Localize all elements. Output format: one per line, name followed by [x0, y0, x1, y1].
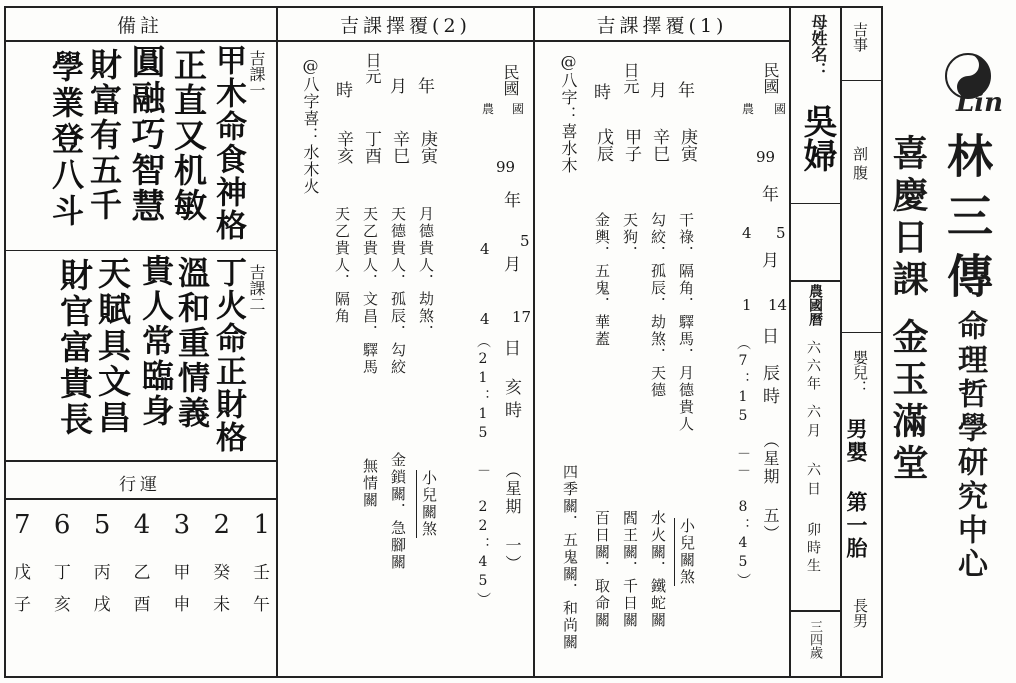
event-divider-2	[840, 332, 882, 333]
choice2-year-num: 99	[496, 158, 516, 176]
choice2-child-gates-b: 無情關	[361, 458, 379, 509]
luck-number-row	[14, 510, 270, 550]
frame-right	[881, 6, 883, 678]
event-divider	[840, 80, 882, 81]
infant-label: 嬰兒：	[851, 350, 869, 395]
choice2-col-dayyuan: 日元	[363, 52, 382, 84]
choice1-year-char: 年	[762, 185, 779, 205]
ke2-line-4: 天賦具文昌	[93, 256, 132, 436]
ke1-line-5: 學業登八斗	[47, 50, 85, 230]
choice1-header: 吉課擇覆(1)	[596, 15, 728, 37]
col-divider-remarks	[276, 6, 278, 678]
ke1-line-3: 圓融巧智慧	[125, 44, 165, 224]
xingyun-top	[4, 460, 276, 462]
choice2-col-year: 年	[418, 77, 435, 97]
choice2-child-gates-a: 金鎖關．急腳關	[389, 452, 407, 571]
choice2-month-gz: 辛巳	[389, 130, 409, 164]
choice1-guo: 國	[774, 102, 787, 116]
luck-number: 2	[213, 510, 231, 540]
ke-divider	[4, 250, 276, 251]
luck-stem: 乙	[133, 563, 151, 583]
doc-title: 喜慶日課	[887, 134, 929, 302]
choice1-col-month: 月	[650, 81, 667, 101]
choice1-day-char: 日	[762, 327, 779, 347]
ke1-label: 吉課一	[247, 50, 266, 98]
choice2-guo-day: 17	[512, 308, 532, 326]
infant-rank: 長男	[851, 598, 869, 628]
luck-branch-row	[14, 590, 270, 620]
choice2-month-char: 月	[504, 255, 521, 275]
choice2-hour-gz: 辛亥	[333, 130, 353, 164]
xingyun-header: 行運	[119, 475, 161, 495]
client-divider-2	[789, 280, 841, 282]
luck-number: 4	[133, 510, 151, 540]
col-divider-client	[789, 6, 791, 678]
choice2-day-gz: 丁酉	[361, 130, 381, 164]
choice1-guo-day: 14	[768, 296, 788, 314]
frame-left	[4, 6, 6, 678]
calendar-label-text: 農國曆	[807, 284, 823, 326]
choice1-minguo: 民國	[761, 62, 780, 94]
choice1-month-stars: 勾絞．孤辰．劫煞．天德	[649, 212, 667, 399]
choice2-weekday: （星期 一）	[503, 462, 522, 573]
choice2-nong-month: 4	[480, 240, 490, 258]
choice1-hour-gz: 戊辰	[593, 128, 613, 162]
luck-number: 5	[93, 510, 111, 540]
luck-number: 1	[253, 510, 270, 540]
choice2-year-stars: 月德貴人．劫煞．	[417, 206, 435, 342]
choice2-header: 吉課擇覆(2)	[340, 15, 471, 37]
ke2-line-1: 丁火命正財格	[210, 256, 246, 454]
choice2-guo: 國	[512, 102, 525, 116]
luck-table	[14, 510, 270, 620]
choice1-col-hour: 時	[594, 83, 611, 103]
choice1-child-title: 小兒關煞	[674, 518, 694, 586]
choice2-nong: 農	[482, 102, 495, 116]
luck-number: 6	[53, 510, 71, 540]
choice1-nong-month: 4	[742, 224, 752, 242]
choice1-month-gz: 辛巳	[649, 128, 669, 162]
luck-number: 7	[14, 510, 31, 540]
choice2-bazi: @八字喜：水木火	[301, 56, 320, 195]
luck-branch: 戌	[93, 595, 111, 615]
luck-stem: 丁	[53, 563, 71, 583]
choice1-nong: 農	[742, 102, 755, 116]
remarks-header: 備註	[116, 15, 163, 37]
choice2-col-hour: 時	[336, 81, 353, 101]
choice1-child-gates-b: 閻王關．千日關	[621, 510, 639, 629]
choice1-child-gates-c: 百日關．取命關	[593, 510, 611, 629]
age: 三四歲	[807, 620, 822, 659]
choice2-hour: 亥時	[501, 378, 521, 424]
choice1-day-stars: 天狗．	[621, 212, 639, 263]
client-divider-3	[789, 610, 841, 612]
ke2-line-3: 貴人常臨身	[137, 254, 175, 429]
choice1-time-range: （7：15 －－ 8：45）	[735, 336, 751, 590]
birth-year: 六六年	[805, 340, 821, 394]
luck-branch: 子	[14, 595, 31, 615]
choice1-day-gz: 甲子	[621, 128, 641, 162]
choice2-minguo: 民國	[501, 64, 520, 96]
choice2-nong-day: 4	[480, 310, 490, 328]
choice2-day-stars: 天乙貴人．文昌．驛馬	[361, 206, 379, 376]
logo-text: Lin	[956, 88, 1004, 118]
birth-hour: 卯時生	[805, 522, 821, 576]
choice1-year-gz: 庚寅	[677, 128, 697, 162]
choice2-year-gz: 庚寅	[417, 130, 437, 164]
event-value: 剖腹	[851, 146, 869, 184]
mother-label: 母姓名：	[809, 14, 828, 78]
choice2-col-month: 月	[390, 77, 407, 97]
ke2-line-2: 溫和重情義	[173, 256, 211, 431]
choice1-col-dayyuan: 日元	[621, 62, 640, 94]
ke2-label: 吉課二	[247, 264, 266, 312]
choice1-year-num: 99	[756, 148, 776, 166]
choice1-month-char: 月	[762, 251, 779, 271]
mother-name: 吳婦	[797, 104, 837, 172]
col-divider-choice	[533, 6, 535, 678]
luck-stem: 癸	[213, 563, 231, 583]
infant-value: 男嬰 第一胎	[844, 418, 869, 560]
luck-branch: 未	[213, 595, 231, 615]
choice2-guo-month: 5	[520, 232, 530, 250]
choice2-child-title: 小兒關煞	[416, 470, 436, 538]
luck-branch: 午	[252, 595, 270, 615]
xingyun-divider	[4, 498, 276, 500]
col-divider-event	[840, 6, 842, 678]
luck-branch: 亥	[53, 595, 71, 615]
ke2-line-5: 財官富貴長	[55, 258, 94, 438]
birth-month: 六月	[805, 404, 821, 442]
choice2-time-range: （21：15 － 22：45）	[475, 334, 491, 609]
choice1-bazi: @八字：喜水木	[559, 52, 578, 174]
ke1-line-4: 財富有五千	[85, 48, 123, 223]
luck-stem: 壬	[252, 563, 270, 583]
choice2-year-char: 年	[504, 191, 521, 211]
lin-logo	[938, 48, 1008, 120]
frame-top	[4, 6, 882, 8]
choice1-child-gates-d: 四季關．五鬼關．和尚關	[561, 464, 579, 651]
birth-day: 六日	[805, 462, 821, 500]
choice2-month-stars: 天德貴人．孤辰．勾絞	[389, 206, 407, 376]
center-name: 林三傳	[940, 132, 994, 312]
luck-stem: 戊	[14, 563, 31, 583]
choice1-hour-stars: 金輿．五鬼．華蓋	[593, 212, 611, 348]
luck-branch: 申	[173, 595, 191, 615]
luck-branch: 酉	[133, 595, 151, 615]
choice1-nong-day: 1	[742, 296, 752, 314]
choice1-child-gates-a: 水火關．鐵蛇關	[649, 510, 667, 629]
ke1-line-2: 正直又机敏	[169, 48, 208, 223]
luck-stem-row	[14, 558, 270, 590]
hall-name: 金玉滿堂	[887, 318, 929, 486]
choice1-hour: 辰時	[759, 364, 779, 410]
choice2-hour-stars: 天乙貴人．隔角	[333, 206, 351, 325]
choice1-weekday: （星期 五）	[761, 432, 780, 543]
choice1-year-stars: 干祿．隔角．驛馬．月德貴人	[677, 212, 695, 433]
choice1-guo-month: 5	[776, 224, 786, 242]
center-subtitle: 命理哲學研究中心	[952, 310, 987, 582]
event-label: 吉事	[851, 22, 869, 52]
luck-stem: 甲	[173, 563, 191, 583]
client-divider-1	[789, 203, 841, 204]
choice2-day-char: 日	[504, 339, 521, 359]
frame-bottom	[4, 676, 882, 678]
ke1-line-1: 甲木命食神格	[210, 44, 246, 242]
header-divider	[4, 40, 790, 42]
luck-stem: 丙	[93, 563, 111, 583]
luck-number: 3	[173, 510, 191, 540]
choice1-col-year: 年	[678, 81, 695, 101]
